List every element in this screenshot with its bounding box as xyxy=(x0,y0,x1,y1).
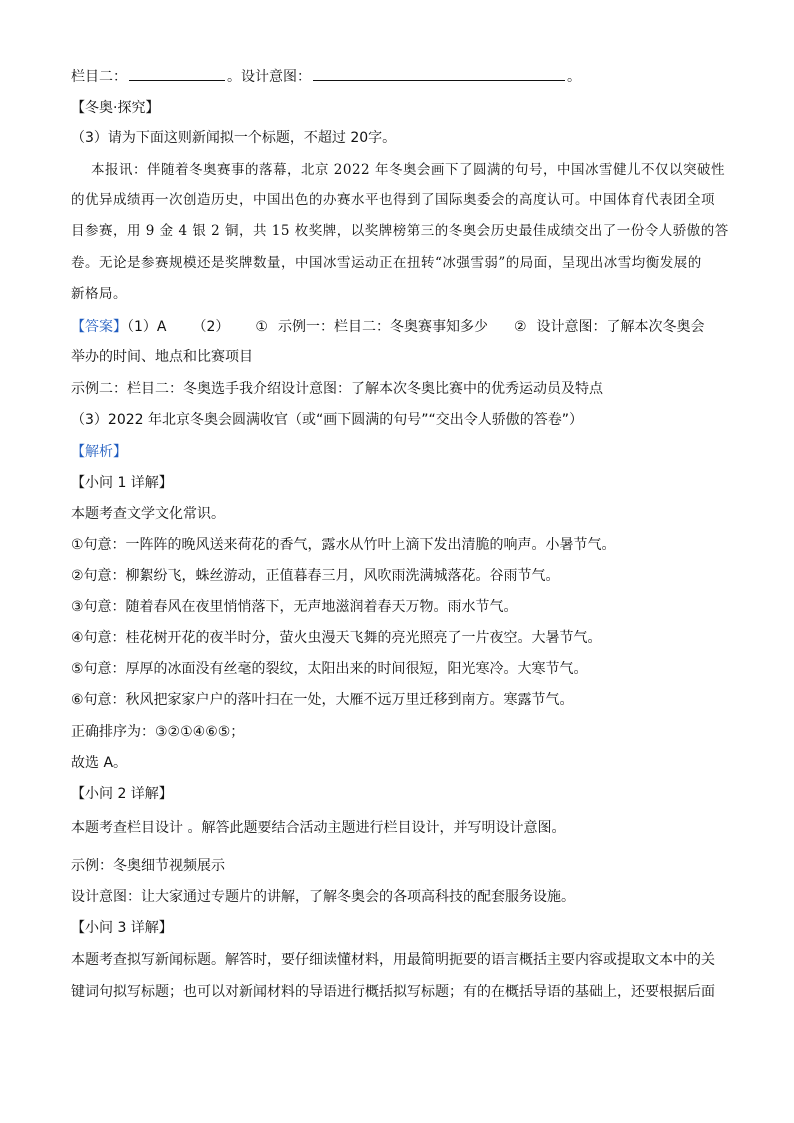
sub1-item-4: ④句意：桂花树开花的夜半时分，萤火虫漫天飞舞的亮光照亮了一片夜空。大暑节气。 xyxy=(71,630,602,646)
sub1-item-3: ③句意：随着春风在夜里悄悄落下，无声地滋润着春天万物。雨水节气。 xyxy=(71,599,518,615)
sub1-order: 正确排序为：③②①④⑥⑤； xyxy=(71,724,245,740)
answer-line-4: （3）2022 年北京冬奥会圆满收官（或“画下圆满的句号”“交出令人骄傲的答卷”） xyxy=(71,412,583,428)
answer-tag: 【答案】 xyxy=(71,319,127,335)
news-line-2: 的优异成绩再一次创造历史，中国出色的办赛水平也得到了国际奥委会的高度认可。中国体育代表团全项 xyxy=(71,192,715,208)
answer-mark-1: ① xyxy=(255,319,268,335)
sub1-item-2: ②句意：柳絮纷飞，蛛丝游动，正值暮春三月，风吹雨洗满城落花。谷雨节气。 xyxy=(71,568,560,584)
answer-line-1 xyxy=(71,317,705,337)
sub1-intro: 本题考查文学文化常识。 xyxy=(71,506,225,522)
news-line-1: 本报讯：伴随着冬奥赛事的落幕，北京 2022 年冬奥会画下了圆满的句号，中国冰雪健儿不仅以突破性 xyxy=(91,162,725,178)
design-intent-blank[interactable] xyxy=(313,66,565,81)
sub2-tag: 【小问 2 详解】 xyxy=(71,786,173,802)
row-end-mark: 。 xyxy=(567,69,581,85)
sub2-intro: 本题考查栏目设计 。解答此题要结合活动主题进行栏目设计，并写明设计意图。 xyxy=(71,820,566,836)
sub3-line-1: 本题考查拟写新闻标题。解答时，要仔细读懂材料，用最简明扼要的语言概括主要内容或提取文本中的关 xyxy=(71,952,715,968)
answer-intent-1: 设计意图：了解本次冬奥会 xyxy=(536,319,705,335)
answer-mark-2: ② xyxy=(513,319,527,335)
sub2-intent: 设计意图：让大家通过专题片的讲解，了解冬奥会的各项高科技的配套服务设施。 xyxy=(71,889,575,905)
news-line-5: 新格局。 xyxy=(71,286,127,302)
sub1-item-1: ①句意：一阵阵的晚风送来荷花的香气，露水从竹叶上滴下发出清脆的响声。小暑节气。 xyxy=(71,537,616,553)
blank-row xyxy=(71,66,581,87)
sub1-tag: 【小问 1 详解】 xyxy=(71,475,173,491)
answer-part-1: （1）A xyxy=(127,319,167,335)
sub3-line-2: 键词句拟写标题；也可以对新闻材料的导语进行概括拟写标题；有的在概括导语的基础上，还要根据后面 xyxy=(71,984,715,1000)
answer-line-2: 举办的时间、地点和比赛项目 xyxy=(71,349,253,365)
question-3: （3）请为下面这则新闻拟一个标题，不超过 20字。 xyxy=(71,130,397,146)
sub1-choice: 故选 A。 xyxy=(71,755,128,771)
answer-line-3: 示例二：栏目二：冬奥选手我介绍设计意图：了解本次冬奥比赛中的优秀运动员及特点 xyxy=(71,381,603,397)
sub2-example: 示例：冬奥细节视频展示 xyxy=(71,858,225,874)
section-tag: 【冬奥·探究】 xyxy=(71,100,160,116)
analysis-tag: 【解析】 xyxy=(71,444,127,460)
news-line-4: 卷。无论是参赛规模还是奖牌数量，中国冰雪运动正在扭转“冰强雪弱”的局面，呈现出冰雪均衡发展的 xyxy=(71,255,702,271)
column-two-blank[interactable] xyxy=(129,66,225,81)
answer-example-1: 示例一：栏目二：冬奥赛事知多少 xyxy=(277,319,488,335)
news-line-3: 目参赛，用 9 金 4 银 2 铜，共 15 枚奖牌，以奖牌榜第三的冬奥会历史最佳成绩交出了一份令人骄傲的答 xyxy=(71,223,729,239)
sub3-tag: 【小问 3 详解】 xyxy=(71,920,173,936)
design-intent-label: 。设计意图： xyxy=(227,69,311,85)
sub1-item-5: ⑤句意：厚厚的冰面没有丝毫的裂纹，太阳出来的时间很短，阳光寒冷。大寒节气。 xyxy=(71,661,588,677)
column-two-label: 栏目二： xyxy=(71,69,127,85)
sub1-item-6: ⑥句意：秋风把家家户户的落叶扫在一处，大雁不远万里迁移到南方。寒露节气。 xyxy=(71,692,574,708)
answer-part-2: （2） xyxy=(192,319,230,335)
